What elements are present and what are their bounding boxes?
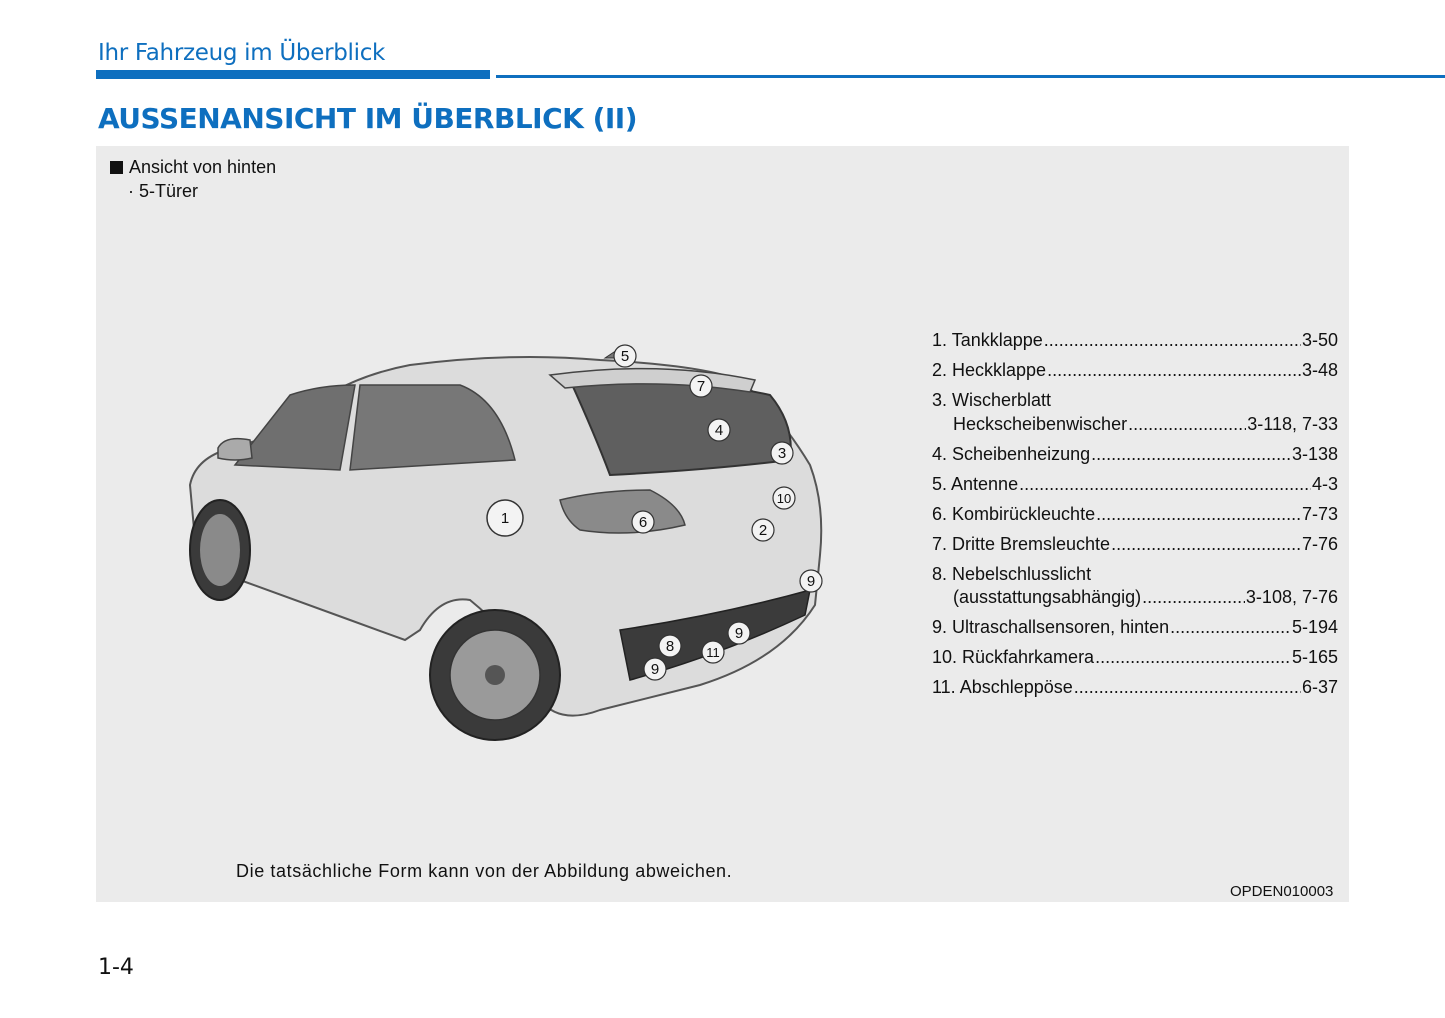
legend-item: 2. Heckklappe ..... 3-48 (932, 359, 1338, 383)
callout-4 (708, 419, 730, 441)
svg-text:9: 9 (734, 625, 744, 642)
callout-3 (771, 442, 793, 464)
callout-9c (644, 658, 666, 680)
callout-11 (702, 641, 724, 663)
callout-9b (728, 622, 750, 644)
legend-list (932, 329, 1338, 706)
callout-8 (659, 635, 681, 657)
callout-2 (752, 519, 774, 541)
svg-text:9: 9 (806, 573, 816, 590)
legend-item: 9. Ultraschallsensoren, hinten ..... 5-194 (932, 616, 1338, 640)
svg-text:2: 2 (758, 522, 768, 539)
legend-item: 10. Rückfahrkamera ..... 5-165 (932, 646, 1338, 670)
legend-item: 1. Tankklappe ..... 3-50 (932, 329, 1338, 353)
door-label: · 5-Türer (128, 181, 199, 201)
section-title: Ihr Fahrzeug im Überblick (98, 40, 386, 66)
callout-1 (487, 500, 523, 536)
callout-10 (773, 487, 795, 509)
view-label (110, 157, 276, 178)
callout-9a (800, 570, 822, 592)
figure-code: OPDEN010003 (1230, 883, 1334, 900)
svg-text:11: 11 (706, 645, 720, 660)
svg-text:8: 8 (665, 638, 675, 655)
side-mirror (218, 439, 252, 460)
legend-item: 6. Kombirückleuchte ..... 7-73 (932, 503, 1338, 527)
svg-text:1: 1 (500, 510, 510, 527)
legend-item: 7. Dritte Bremsleuchte ..... 7-76 (932, 533, 1338, 557)
header-rule-thick (96, 70, 490, 79)
legend-item: 5. Antenne ..... 4-3 (932, 473, 1338, 497)
svg-text:4: 4 (714, 422, 724, 439)
header-rule-thin (496, 75, 1445, 78)
view-label-text: Ansicht von hinten (129, 157, 277, 177)
svg-text:6: 6 (638, 514, 648, 531)
page-number: 1-4 (98, 955, 134, 980)
side-window-front (235, 385, 355, 470)
svg-text:7: 7 (696, 378, 706, 395)
page-title: AUSSENANSICHT IM ÜBERBLICK (II) (98, 102, 638, 135)
square-bullet-icon (110, 161, 123, 174)
svg-text:9: 9 (650, 661, 660, 678)
svg-text:3: 3 (777, 445, 787, 462)
legend-item: 4. Scheibenheizung ..... 3-138 (932, 443, 1338, 467)
legend-item: 3. Wischerblatt Heckscheibenwischer ..... 3-118, 7-33 (932, 389, 1338, 436)
svg-text:10: 10 (776, 491, 792, 506)
legend-item: 8. Nebelschlusslicht (ausstattungsabhängig) ..... 3-108, 7-76 (932, 563, 1338, 610)
callout-5 (614, 345, 636, 367)
legend-item: 11. Abschleppöse ..... 6-37 (932, 676, 1338, 700)
callout-7 (690, 375, 712, 397)
callout-6 (632, 511, 654, 533)
figure-disclaimer: Die tatsächliche Form kann von der Abbildung abweichen. (236, 861, 733, 881)
svg-text:5: 5 (620, 348, 630, 365)
car-rear-illustration (180, 340, 860, 780)
